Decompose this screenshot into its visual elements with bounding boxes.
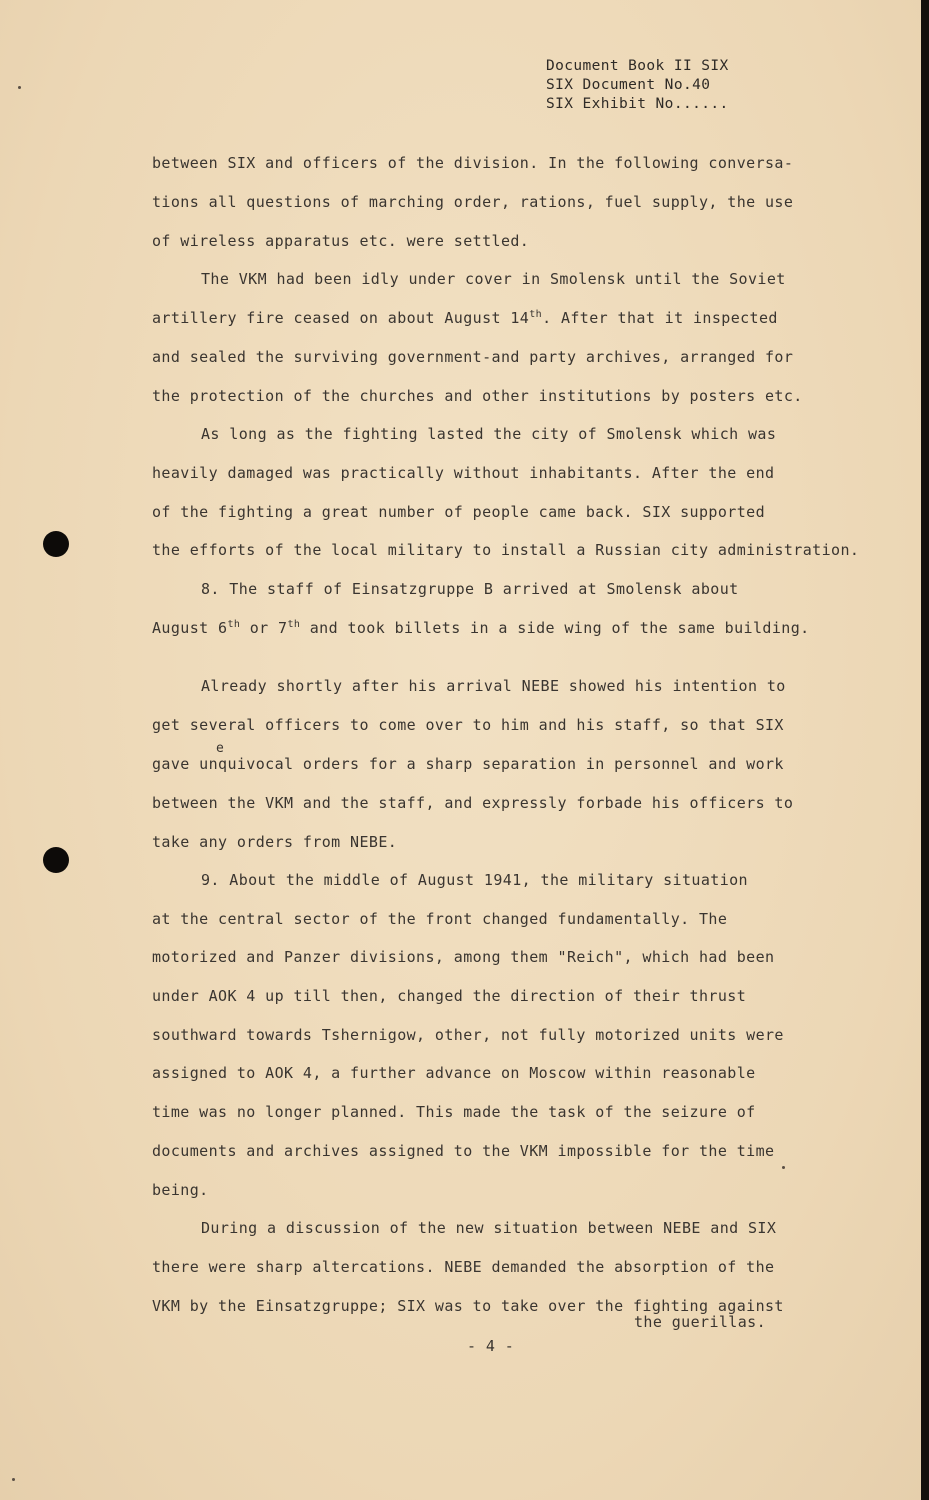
- text-line: southward towards Tshernigow, other, not fully motorized units were: [152, 1026, 784, 1044]
- text-line: assigned to AOK 4, a further advance on Moscow within reasonable: [152, 1064, 756, 1082]
- text-line: and sealed the surviving government-and party archives, arranged for: [152, 348, 794, 366]
- text-line: 9. About the middle of August 1941, the military situation: [201, 871, 748, 889]
- text-line: being.: [152, 1181, 209, 1199]
- header-exhibit-number: SIX Exhibit No......: [546, 96, 729, 112]
- page-number: - 4 -: [467, 1337, 515, 1355]
- text-line: get several officers to come over to him and his staff, so that SIX: [152, 716, 784, 734]
- text-line: of wireless apparatus etc. were settled.: [152, 232, 530, 250]
- header-document-book: Document Book II SIX: [546, 58, 729, 74]
- text-line: heavily damaged was practically without inhabitants. After the end: [152, 464, 775, 482]
- paper-speck: [782, 1166, 785, 1169]
- text-line: under AOK 4 up till then, changed the direction of their thrust: [152, 987, 747, 1005]
- text-line: of the fighting a great number of people came back. SIX supported: [152, 503, 765, 521]
- text-line: there were sharp altercations. NEBE demanded the absorption of the: [152, 1258, 775, 1276]
- text-line: between the VKM and the staff, and expressly forbade his officers to: [152, 794, 794, 812]
- punch-hole-lower: [43, 847, 69, 873]
- text-line: between SIX and officers of the division. In the following conversa-: [152, 154, 794, 172]
- scan-edge: [921, 0, 929, 1500]
- text-line: the efforts of the local military to install a Russian city administration.: [152, 541, 860, 559]
- punch-hole-upper: [43, 531, 69, 557]
- text-line: tions all questions of marching order, rations, fuel supply, the use: [152, 193, 794, 211]
- handwritten-correction: e: [216, 741, 225, 756]
- text-line: at the central sector of the front changed fundamentally. The: [152, 910, 728, 928]
- text-line: During a discussion of the new situation between NEBE and SIX: [201, 1219, 777, 1237]
- header-document-number: SIX Document No.40: [546, 77, 711, 93]
- text-line: August 6th or 7th and took billets in a side wing of the same building.: [152, 619, 810, 637]
- text-line: VKM by the Einsatzgruppe; SIX was to take over the fighting against: [152, 1297, 784, 1315]
- paper-speck: [18, 86, 21, 89]
- text-line: documents and archives assigned to the VKM impossible for the time: [152, 1142, 775, 1160]
- text-line: the protection of the churches and other institutions by posters etc.: [152, 387, 803, 405]
- text-line: As long as the fighting lasted the city of Smolensk which was: [201, 425, 777, 443]
- text-line: The VKM had been idly under cover in Smolensk until the Soviet: [201, 270, 786, 288]
- paper-speck: [12, 1478, 15, 1481]
- text-line: motorized and Panzer divisions, among them "Reich", which had been: [152, 948, 775, 966]
- text-line: the guerillas.: [634, 1313, 767, 1331]
- text-line: take any orders from NEBE.: [152, 833, 398, 851]
- text-line: gave unquivocal orders for a sharp separation in personnel and work: [152, 755, 784, 773]
- text-line: Already shortly after his arrival NEBE showed his intention to: [201, 677, 786, 695]
- text-line: time was no longer planned. This made the task of the seizure of: [152, 1103, 756, 1121]
- text-line: artillery fire ceased on about August 14th. After that it inspected: [152, 309, 778, 327]
- text-line: 8. The staff of Einsatzgruppe B arrived at Smolensk about: [201, 580, 739, 598]
